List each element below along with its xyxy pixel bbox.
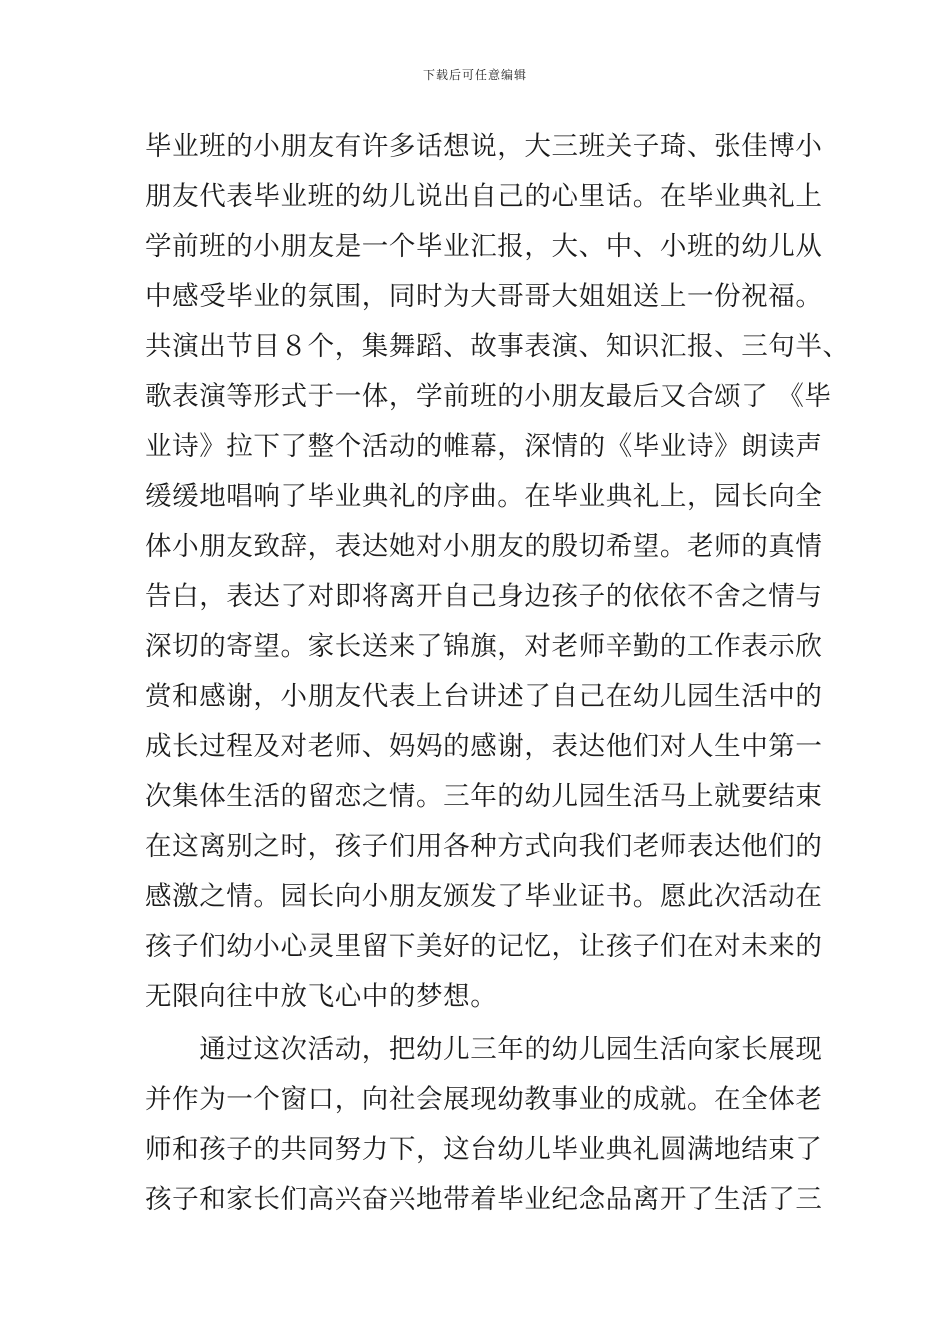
text-line: 业诗》拉下了整个活动的帷幕，深情的《毕业诗》朗读声 <box>145 431 823 462</box>
text-line: 体小朋友致辞，表达她对小朋友的殷切希望。老师的真情 <box>145 531 823 562</box>
text-line: 孩子和家长们高兴奋兴地带着毕业纪念品离开了生活了三 <box>145 1184 823 1215</box>
header-note: 下载后可任意编辑 <box>422 68 527 82</box>
text-line: 朋友代表毕业班的幼儿说出自己的心里话。在毕业典礼上 <box>145 181 823 212</box>
text-line: 通过这次活动，把幼儿三年的幼儿园生活向家长展现 <box>145 1034 823 1065</box>
text-line: 告白，表达了对即将离开自己身边孩子的依依不舍之情与 <box>145 581 823 612</box>
text-line: 共演出节目８个，集舞蹈、故事表演、知识汇报、三句半、 <box>145 331 850 362</box>
text-line: 感激之情。园长向小朋友颁发了毕业证书。愿此次活动在 <box>145 881 823 912</box>
text-line: 师和孩子的共同努力下，这台幼儿毕业典礼圆满地结束了 <box>145 1134 823 1165</box>
body-text <box>145 122 850 1225</box>
text-line: 次集体生活的留恋之情。三年的幼儿园生活马上就要结束 <box>145 781 823 812</box>
text-line: 中感受毕业的氛围，同时为大哥哥大姐姐送上一份祝福。 <box>145 281 823 312</box>
text-line: 成长过程及对老师、妈妈的感谢，表达他们对人生中第一 <box>145 731 823 762</box>
text-line: 无限向往中放飞心中的梦想。 <box>145 981 498 1012</box>
text-line: 缓缓地唱响了毕业典礼的序曲。在毕业典礼上，园长向全 <box>145 481 823 512</box>
text-line: 赏和感谢，小朋友代表上台讲述了自己在幼儿园生活中的 <box>145 681 823 712</box>
text-line: 在这离别之时，孩子们用各种方式向我们老师表达他们的 <box>145 831 823 862</box>
text-line: 歌表演等形式于一体，学前班的小朋友最后又合颂了 《毕 <box>145 381 832 412</box>
text-line: 深切的寄望。家长送来了锦旗，对老师辛勤的工作表示欣 <box>145 631 823 662</box>
text-line: 毕业班的小朋友有许多话想说，大三班关子琦、张佳博小 <box>145 131 823 162</box>
text-line: 并作为一个窗口，向社会展现幼教事业的成就。在全体老 <box>145 1084 823 1115</box>
text-line: 孩子们幼小心灵里留下美好的记忆，让孩子们在对未来的 <box>145 931 823 962</box>
text-line: 学前班的小朋友是一个毕业汇报，大、中、小班的幼儿从 <box>145 231 823 262</box>
